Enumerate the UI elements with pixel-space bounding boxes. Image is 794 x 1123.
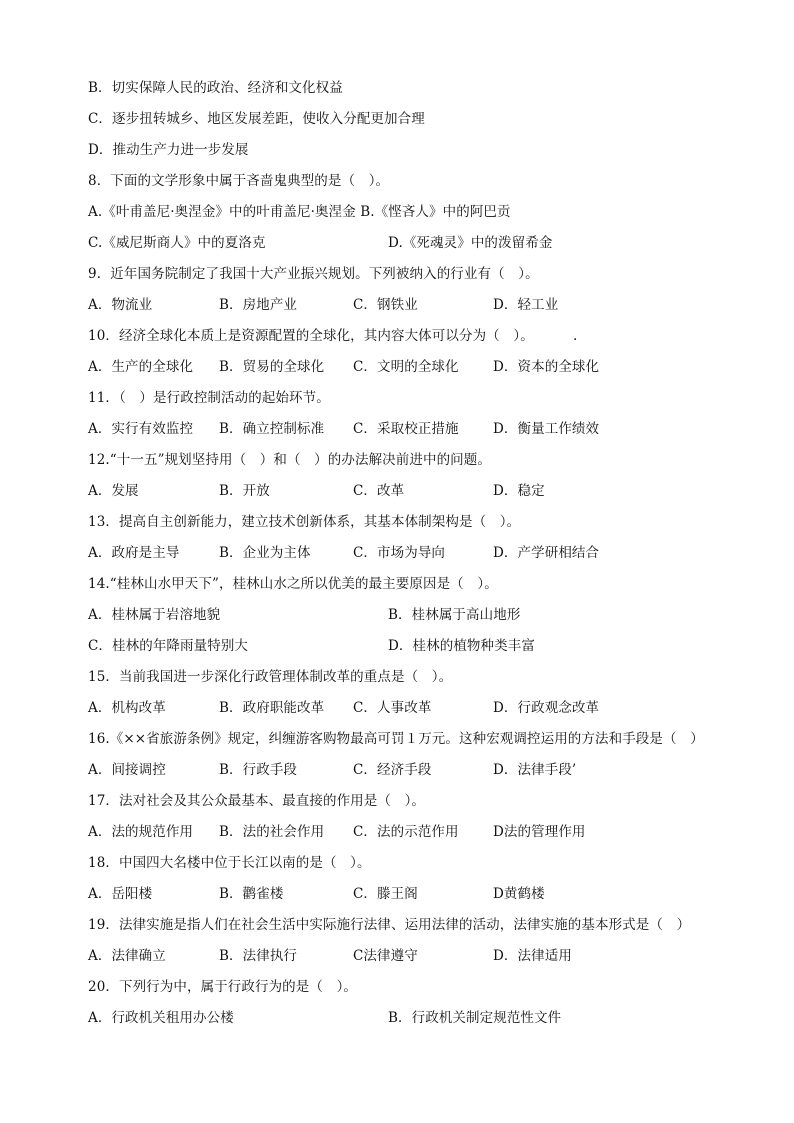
options-row	[88, 760, 708, 780]
answer-option: D．法律适用	[493, 948, 572, 964]
answer-option: A．物流业	[88, 297, 153, 313]
options-row	[88, 946, 708, 966]
answer-option: A．政府是主导	[88, 545, 180, 561]
answer-option: A．法的规范作用	[88, 824, 194, 840]
answer-option: D．法律手段’	[493, 762, 577, 778]
answer-option: D．稳定	[493, 483, 545, 499]
line-text: 14.“桂林山水甲天下”，桂林山水之所以优美的最主要原因是（ ）。	[88, 576, 498, 592]
line-text: 19．法律实施是指人们在社会生活中实际施行法律、运用法律的活动，法律实施的基本形式是（ ）	[88, 917, 691, 933]
answer-option: D．轻工业	[493, 297, 559, 313]
answer-option: A．生产的全球化	[88, 359, 194, 375]
text-line	[88, 171, 389, 191]
text-line	[88, 667, 452, 687]
answer-option: B．法律执行	[219, 948, 298, 964]
text-line	[88, 78, 343, 98]
line-text: 15．当前我国进一步深化行政管理体制改革的重点是（ ）。	[88, 669, 453, 685]
options-row	[88, 636, 708, 656]
line-text: 11．（ ）是行政控制活动的起始环节。	[88, 390, 330, 406]
answer-option: A．间接调控	[88, 762, 166, 778]
options-row	[88, 295, 708, 315]
text-line	[88, 264, 539, 284]
text-line	[88, 326, 578, 346]
answer-option: B．行政机关制定规范性文件	[388, 1010, 562, 1026]
answer-option: C．市场为导向	[353, 545, 446, 561]
answer-option: C．人事改革	[353, 700, 432, 716]
options-row	[88, 884, 708, 904]
answer-option: D．产学研相结合	[493, 545, 600, 561]
text-line	[88, 450, 491, 470]
options-row	[88, 233, 708, 253]
answer-option: B．确立控制标准	[219, 421, 325, 437]
line-text: 12.“十一五”规划坚持用（ ）和（ ）的办法解决前进中的问题。	[88, 452, 491, 468]
answer-option: B．贸易的全球化	[219, 359, 325, 375]
text-line	[88, 729, 704, 749]
answer-option: B．政府职能改革	[219, 700, 325, 716]
options-row	[88, 481, 708, 501]
text-line	[88, 853, 371, 873]
answer-option: D．衡量工作绩效	[493, 421, 600, 437]
options-row	[88, 419, 708, 439]
text-line	[88, 140, 249, 160]
answer-option: D．桂林的植物种类丰富	[388, 638, 535, 654]
answer-option: A．发展	[88, 483, 139, 499]
options-row	[88, 543, 708, 563]
text-line	[88, 915, 690, 935]
answer-option: C．滕王阁	[353, 886, 418, 902]
answer-option: D．资本的全球化	[493, 359, 600, 375]
answer-option: C．经济手段	[353, 762, 432, 778]
line-text: B．切实保障人民的政治、经济和文化权益	[88, 80, 343, 96]
answer-option: A．行政机关租用办公楼	[88, 1010, 234, 1026]
line-text: 20．下列行为中，属于行政行为的是（ ）。	[88, 979, 358, 995]
answer-option: D．行政观念改革	[493, 700, 600, 716]
answer-option: C法律遵守	[353, 948, 418, 964]
options-row	[88, 605, 708, 625]
answer-option: A．机构改革	[88, 700, 166, 716]
text-line	[88, 574, 498, 594]
answer-option: D黄鹤楼	[493, 886, 545, 902]
text-line	[88, 109, 425, 129]
answer-option: C．钢铁业	[353, 297, 418, 313]
line-text: A.《叶甫盖尼·奥涅金》中的叶甫盖尼·奥涅金 B.《悭吝人》中的阿巴贡	[88, 204, 511, 220]
options-row	[88, 698, 708, 718]
answer-option: B．企业为主体	[219, 545, 311, 561]
answer-option: C．法的示范作用	[353, 824, 459, 840]
line-text: D．推动生产力进一步发展	[88, 142, 249, 158]
answer-option: C．采取校正措施	[353, 421, 459, 437]
options-row	[88, 357, 708, 377]
text-line	[88, 388, 330, 408]
answer-option: B．法的社会作用	[219, 824, 325, 840]
line-text: 8．下面的文学形象中属于吝啬鬼典型的是（ ）。	[88, 173, 390, 189]
answer-option: B．鹳雀楼	[219, 886, 284, 902]
text-line	[88, 791, 425, 811]
text-line	[88, 202, 511, 222]
answer-option: A．桂林属于岩溶地貌	[88, 607, 221, 623]
line-text: 9．近年国务院制定了我国十大产业振兴规划。下列被纳入的行业有（ ）。	[88, 266, 539, 282]
line-text: 16.《××省旅游条例》规定，纠缠游客购物最高可罚１万元。这种宏观调控运用的方法和手段是（ ）	[88, 731, 704, 747]
answer-option: B．开放	[219, 483, 270, 499]
options-row	[88, 822, 708, 842]
answer-option: A．实行有效监控	[88, 421, 194, 437]
stray-mark: .	[573, 328, 578, 344]
line-text: 18．中国四大名楼中位于长江以南的是（ ）。	[88, 855, 371, 871]
line-text: 10．经济全球化本质上是资源配置的全球化，其内容大体可以分为（ ）。	[88, 328, 534, 344]
line-text: 17．法对社会及其公众最基本、最直接的作用是（ ）。	[88, 793, 426, 809]
text-line	[88, 977, 357, 997]
options-row	[88, 1008, 708, 1028]
answer-option: B．桂林属于高山地形	[388, 607, 521, 623]
answer-option: C．改革	[353, 483, 405, 499]
answer-option: A．岳阳楼	[88, 886, 153, 902]
answer-option: C．桂林的年降雨量特别大	[88, 638, 249, 654]
answer-option: C．文明的全球化	[353, 359, 459, 375]
answer-option: B．房地产业	[219, 297, 298, 313]
answer-option: B．行政手段	[219, 762, 298, 778]
answer-option: A．法律确立	[88, 948, 166, 964]
text-line	[88, 512, 520, 532]
line-text: C．逐步扭转城乡、地区发展差距，使收入分配更加合理	[88, 111, 425, 127]
answer-option: D法的管理作用	[493, 824, 586, 840]
answer-option: D.《死魂灵》中的泼留希金	[388, 235, 553, 251]
line-text: 13．提高自主创新能力，建立技术创新体系，其基本体制架构是（ ）。	[88, 514, 521, 530]
answer-option: C.《威尼斯商人》中的夏洛克	[88, 235, 266, 251]
